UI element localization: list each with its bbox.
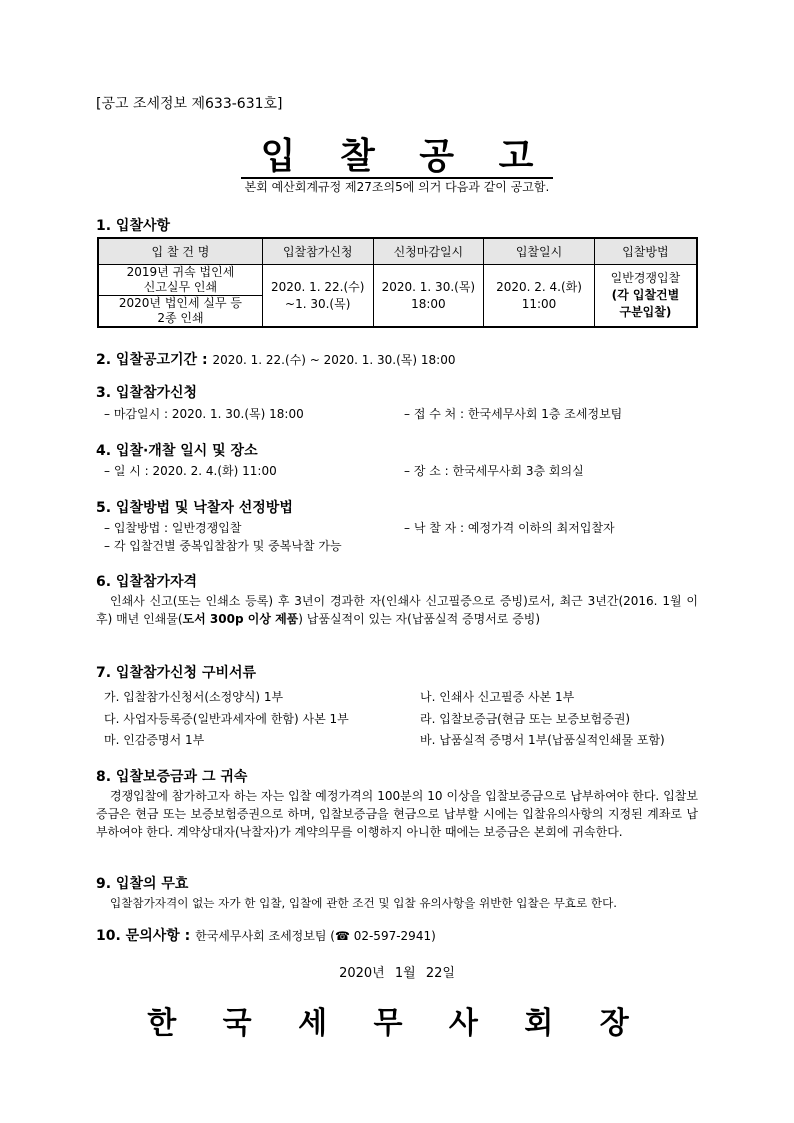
header-method: 입찰방법 xyxy=(594,238,697,265)
section-5-right: – 낙 찰 자 : 예정가격 이하의 최저입찰자 xyxy=(404,521,615,535)
deadline-time: 18:00 xyxy=(411,296,446,311)
section-5-line2: – 각 입찰건별 중복입찰참가 및 중복낙찰 가능 xyxy=(104,539,342,553)
section-8-heading: 8. 입찰보증금과 그 귀속 xyxy=(96,769,248,785)
deadline-date: 2020. 1. 30.(목) xyxy=(381,279,476,294)
header-apply: 입찰참가신청 xyxy=(262,238,373,265)
section-4-left: – 일 시 : 2020. 2. 4.(화) 11:00 xyxy=(104,464,277,478)
header-bid-name: 입 찰 건 명 xyxy=(98,238,262,265)
section-9-heading: 9. 입찰의 무효 xyxy=(96,876,189,892)
method-line1: 일반경쟁입찰 xyxy=(610,271,681,285)
notice-number: [공고 조세정보 제633-631호] xyxy=(96,96,283,112)
doc-item-ba: 바. 납품실적 증명서 1부(납품실적인쇄물 포함) xyxy=(420,733,665,747)
bid-item-2-line1: 2020년 법인세 실무 등 xyxy=(118,296,243,310)
method-line3: 구분입찰) xyxy=(619,305,672,319)
section-10-text: 한국세무사회 조세정보팀 (☎ 02-597-2941) xyxy=(195,929,436,943)
section-10-heading: 10. 문의사항 : xyxy=(96,928,191,944)
doc-item-da: 다. 사업자등록증(일반과세자에 한함) 사본 1부 xyxy=(104,712,349,726)
doc-item-ga: 가. 입찰참가신청서(소정양식) 1부 xyxy=(104,690,284,704)
apply-end: ~1. 30.(목) xyxy=(285,296,351,311)
bid-item-2 xyxy=(98,296,262,328)
apply-period xyxy=(262,265,373,328)
organization-name: 한 국 세 무 사 회 장 xyxy=(147,1006,647,1041)
section-1-heading: 1. 입찰사항 xyxy=(96,218,171,234)
section-6-text-a: 인쇄사 신고(또는 인쇄소 등록) 후 3년이 경과한 자(인쇄사 신고필증으로 증빙)로서, 최근 3년간(2016. 1월 이후) 매년 인쇄물( xyxy=(96,594,698,626)
title-text: 입 찰 공 고 xyxy=(241,136,554,179)
section-2-text: 2020. 1. 22.(수) ~ 2020. 1. 30.(목) 18:00 xyxy=(212,353,456,367)
bid-item-1 xyxy=(98,265,262,296)
section-4-right: – 장 소 : 한국세무사회 3층 회의실 xyxy=(404,464,584,478)
page-title xyxy=(0,128,794,179)
section-4-heading: 4. 입찰·개찰 일시 및 장소 xyxy=(96,443,258,459)
deadline xyxy=(373,265,484,328)
section-2 xyxy=(96,349,455,369)
table-row xyxy=(98,265,697,296)
bid-method xyxy=(594,265,697,328)
section-6-text-bold: 도서 300p 이상 제품 xyxy=(182,612,299,626)
header-bid-date: 입찰일시 xyxy=(484,238,595,265)
bid-item-1-line1: 2019년 귀속 법인세 xyxy=(126,265,235,279)
section-6-heading: 6. 입찰참가자격 xyxy=(96,574,198,590)
section-6-text xyxy=(96,592,698,628)
section-10 xyxy=(96,925,436,945)
intro-text: 본회 예산회계규정 제27조의5에 의거 다음과 같이 공고함. xyxy=(244,180,550,194)
section-3-right: – 접 수 처 : 한국세무사회 1층 조세정보팀 xyxy=(404,407,623,421)
method-line2: (각 입찰건별 xyxy=(611,288,680,302)
bid-date xyxy=(484,265,595,328)
bid-item-1-line2: 신고실무 인쇄 xyxy=(143,280,218,294)
doc-item-ra: 라. 입찰보증금(현금 또는 보증보험증권) xyxy=(420,712,631,726)
apply-start: 2020. 1. 22.(수) xyxy=(270,279,365,294)
bid-date-time: 11:00 xyxy=(521,296,557,311)
section-9-text: 입찰참가자격이 없는 자가 한 입찰, 입찰에 관한 조건 및 입찰 유의사항을 위반한 입찰은 무효로 한다. xyxy=(110,896,617,910)
bid-item-2-line2: 2종 인쇄 xyxy=(157,311,204,325)
section-8-text: 경쟁입찰에 참가하고자 하는 자는 입찰 예정가격의 100분의 10 이상을 입찰보증금으로 납부하여야 한다. 입찰보증금은 현금 또는 보증보험증권으로 하며, 입찰보증금을 현금으로 납부할 시에는 입찰유의사항의 지정된 계좌로 납부하여야 한다. 계약상대자(낙찰자)가 계약의무를 이행하지 아니한 때에는 보증금은 본회에 귀속한다. xyxy=(96,789,698,839)
section-6-text-b: ) 납품실적이 있는 자(납품실적 증명서로 증빙) xyxy=(298,612,541,626)
section-3-heading: 3. 입찰참가신청 xyxy=(96,385,198,401)
bid-table xyxy=(97,237,698,328)
table-header-row xyxy=(98,238,697,265)
section-5-heading: 5. 입찰방법 및 낙찰자 선정방법 xyxy=(96,500,293,516)
notice-date: 2020년 1월 22일 xyxy=(339,966,455,981)
doc-item-ma: 마. 인감증명서 1부 xyxy=(104,733,205,747)
section-2-heading: 2. 입찰공고기간 : xyxy=(96,352,208,368)
section-7-heading: 7. 입찰참가신청 구비서류 xyxy=(96,665,257,681)
bid-date-day: 2020. 2. 4.(화) xyxy=(496,279,582,294)
doc-item-na: 나. 인쇄사 신고필증 사본 1부 xyxy=(420,690,575,704)
section-5-left: – 입찰방법 : 일반경쟁입찰 xyxy=(104,521,242,535)
section-3-left: – 마감일시 : 2020. 1. 30.(목) 18:00 xyxy=(104,407,304,421)
header-deadline: 신청마감일시 xyxy=(373,238,484,265)
